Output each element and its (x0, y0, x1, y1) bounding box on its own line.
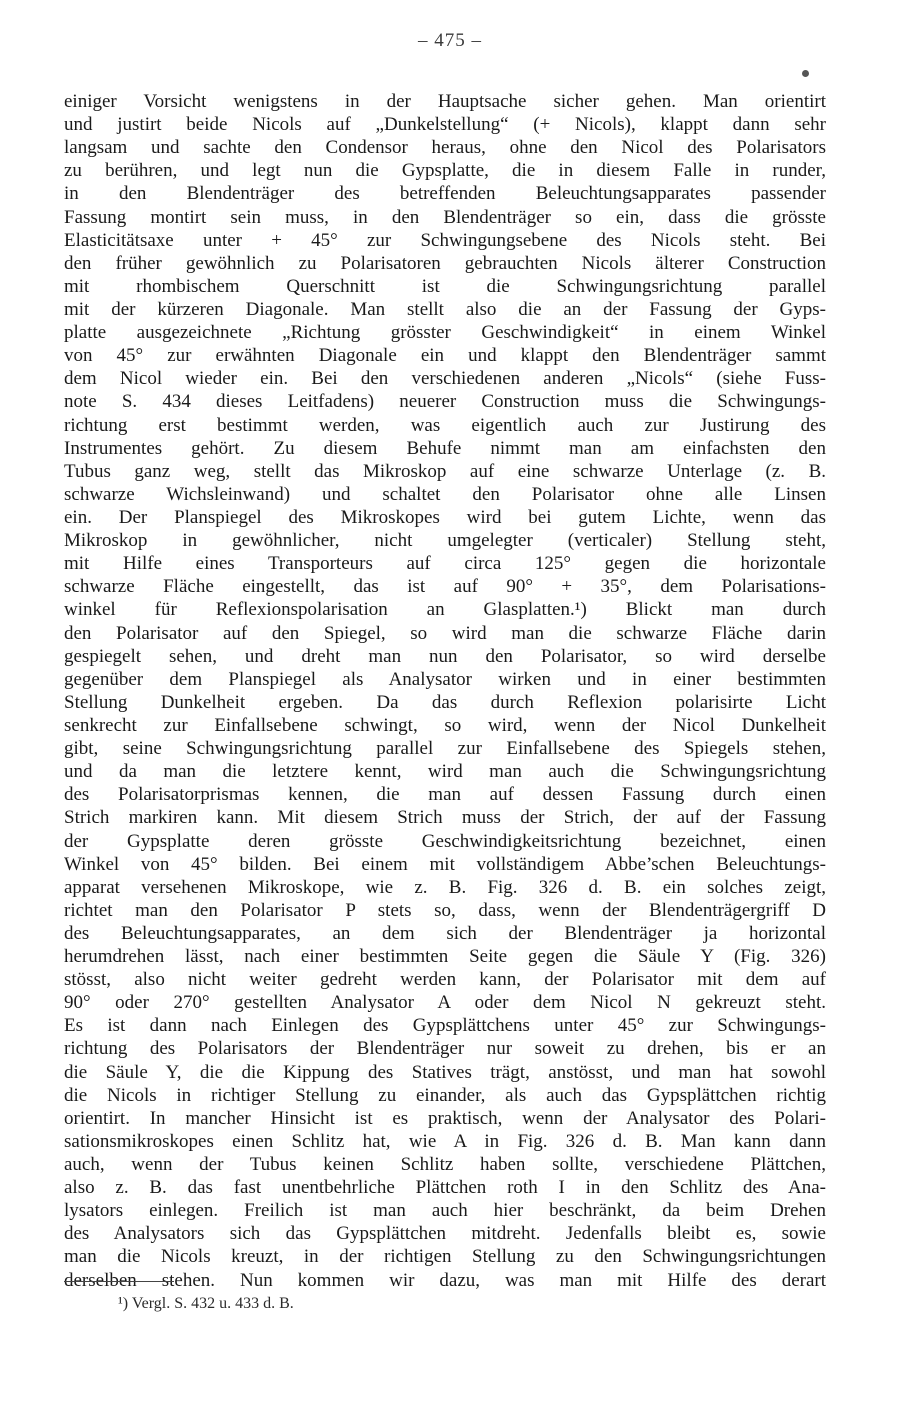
text-line: mit rhombischem Querschnitt ist die Schwingungsrichtung parallel (64, 275, 826, 297)
text-line: mit der kürzeren Diagonale. Man stellt also die an der Fassung der Gyps- (64, 298, 826, 320)
text-line: und da man die letztere kennt, wird man auch die Schwingungsrichtung (64, 761, 826, 783)
text-line: derselben stehen. Nun kommen wir dazu, was man mit Hilfe des derart (64, 1269, 826, 1291)
text-line: einiger Vorsicht wenigstens in der Hauptsache sicher gehen. Man orientirt (64, 91, 826, 112)
text-line: die Säule Y, die die Kippung des Statives trägt, anstösst, und man hat sowohl (64, 1061, 826, 1083)
text-line: ein. Der Planspiegel des Mikroskopes wird bei gutem Lichte, wenn das (64, 506, 826, 528)
text-line: schwarze Fläche eingestellt, das ist auf 90° + 35°, dem Polarisations- (64, 576, 826, 598)
text-line: von 45° zur erwähnten Diagonale ein und klappt den Blendenträger sammt (64, 345, 826, 367)
text-line: die Nicols in richtiger Stellung zu einander, als auch das Gypsplättchen richtig (64, 1084, 826, 1106)
text-line: senkrecht zur Einfallsebene schwingt, so wird, wenn der Nicol Dunkelheit (64, 714, 826, 736)
text-line: sationsmikroskopes einen Schlitz hat, wie A in Fig. 326 d. B. Man kann dann (64, 1130, 826, 1152)
text-line: Instrumentes gehört. Zu diesem Behufe nimmt man am einfachsten den (64, 437, 826, 459)
text-line: richtung des Polarisators der Blendenträger nur soweit zu drehen, bis er an (64, 1038, 826, 1060)
text-line: Elasticitätsaxe unter + 45° zur Schwingungsebene des Nicols steht. Bei (64, 229, 826, 251)
ink-spot (802, 70, 809, 77)
footnote: ¹) Vergl. S. 432 u. 433 d. B. (118, 1295, 294, 1312)
text-line: Es ist dann nach Einlegen des Gypsplättchens unter 45° zur Schwingungs- (64, 1015, 826, 1037)
text-line: schwarze Wichsleinwand) und schaltet den Polarisator ohne alle Linsen (64, 483, 826, 505)
text-line: den früher gewöhnlich zu Polarisatoren gebrauchten Nicols älterer Construction (64, 252, 826, 274)
text-line: richtet man den Polarisator P stets so, dass, wenn der Blendenträgergriff D (64, 899, 826, 921)
footnote-divider (64, 1281, 174, 1282)
text-line: orientirt. In mancher Hinsicht ist es praktisch, wenn der Analysator des Polari- (64, 1107, 826, 1129)
page-number: – 475 – (418, 30, 482, 51)
text-line: des Polarisatorprismas kennen, die man auf dessen Fassung durch einen (64, 784, 826, 806)
text-line: stösst, also nicht weiter gedreht werden kann, der Polarisator mit dem auf (64, 969, 826, 991)
text-line: Fassung montirt sein muss, in den Blendenträger so ein, dass die grösste (64, 206, 826, 228)
text-line: des Beleuchtungsapparates, an dem sich der Blendenträger ja horizontal (64, 922, 826, 944)
text-line: lysators einlegen. Freilich ist man auch hier beschränkt, da beim Drehen (64, 1200, 826, 1222)
text-line: platte ausgezeichnete „Richtung grösster Geschwindigkeit“ in einem Winkel (64, 322, 826, 344)
text-line: und justirt beide Nicols auf „Dunkelstellung“ (+ Nicols), klappt dann sehr (64, 114, 826, 136)
text-line: note S. 434 dieses Leitfadens) neuerer Construction muss die Schwingungs- (64, 391, 826, 413)
text-line: in den Blendenträger des betreffenden Beleuchtungsapparates passender (64, 183, 826, 205)
text-line: Tubus ganz weg, stellt das Mikroskop auf eine schwarze Unterlage (z. B. (64, 460, 826, 482)
text-line: also z. B. das fast unentbehrliche Plättchen roth I in den Schlitz des Ana- (64, 1177, 826, 1199)
text-line: langsam und sachte den Condensor heraus, ohne den Nicol des Polarisators (64, 137, 826, 159)
text-line: mit Hilfe eines Transporteurs auf circa 125° gegen die horizontale (64, 553, 826, 575)
text-line: der Gypsplatte deren grösste Geschwindigkeitsrichtung bezeichnet, einen (64, 830, 826, 852)
text-line: gespiegelt sehen, und dreht man nun den Polarisator, so wird derselbe (64, 645, 826, 667)
text-line: Strich markiren kann. Mit diesem Strich muss der Strich, der auf der Fassung (64, 807, 826, 829)
text-line: Mikroskop in gewöhnlicher, nicht umgelegter (verticaler) Stellung steht, (64, 530, 826, 552)
text-line: gegenüber dem Planspiegel als Analysator wirken und in einer bestimmten (64, 668, 826, 690)
text-line: Stellung Dunkelheit ergeben. Da das durch Reflexion polarisirte Licht (64, 691, 826, 713)
text-line: den Polarisator auf den Spiegel, so wird man die schwarze Fläche darin (64, 622, 826, 644)
text-line: dem Nicol wieder ein. Bei den verschiedenen anderen „Nicols“ (siehe Fuss- (64, 368, 826, 390)
text-line: man die Nicols kreuzt, in der richtigen Stellung zu den Schwingungsrichtungen (64, 1246, 826, 1268)
text-line: auch, wenn der Tubus keinen Schlitz haben sollte, verschiedene Plättchen, (64, 1154, 826, 1176)
text-line: gibt, seine Schwingungsrichtung parallel zur Einfallsebene des Spiegels stehen, (64, 738, 826, 760)
text-line: herumdrehen lässt, nach einer bestimmten Seite gegen die Säule Y (Fig. 326) (64, 946, 826, 968)
text-line: des Analysators sich das Gypsplättchen mitdreht. Jedenfalls bleibt es, sowie (64, 1223, 826, 1245)
text-line: winkel für Reflexionspolarisation an Glasplatten.¹) Blickt man durch (64, 599, 826, 621)
text-line: richtung erst bestimmt werden, was eigentlich auch zur Justirung des (64, 414, 826, 436)
text-line: 90° oder 270° gestellten Analysator A oder dem Nicol N gekreuzt steht. (64, 992, 826, 1014)
body-text (64, 90, 826, 1292)
text-line: zu berühren, und legt nun die Gypsplatte, die in diesem Falle in runder, (64, 160, 826, 182)
text-line: Winkel von 45° bilden. Bei einem mit vollständigem Abbe’schen Beleuchtungs- (64, 853, 826, 875)
text-line: apparat versehenen Mikroskope, wie z. B. Fig. 326 d. B. ein solches zeigt, (64, 876, 826, 898)
